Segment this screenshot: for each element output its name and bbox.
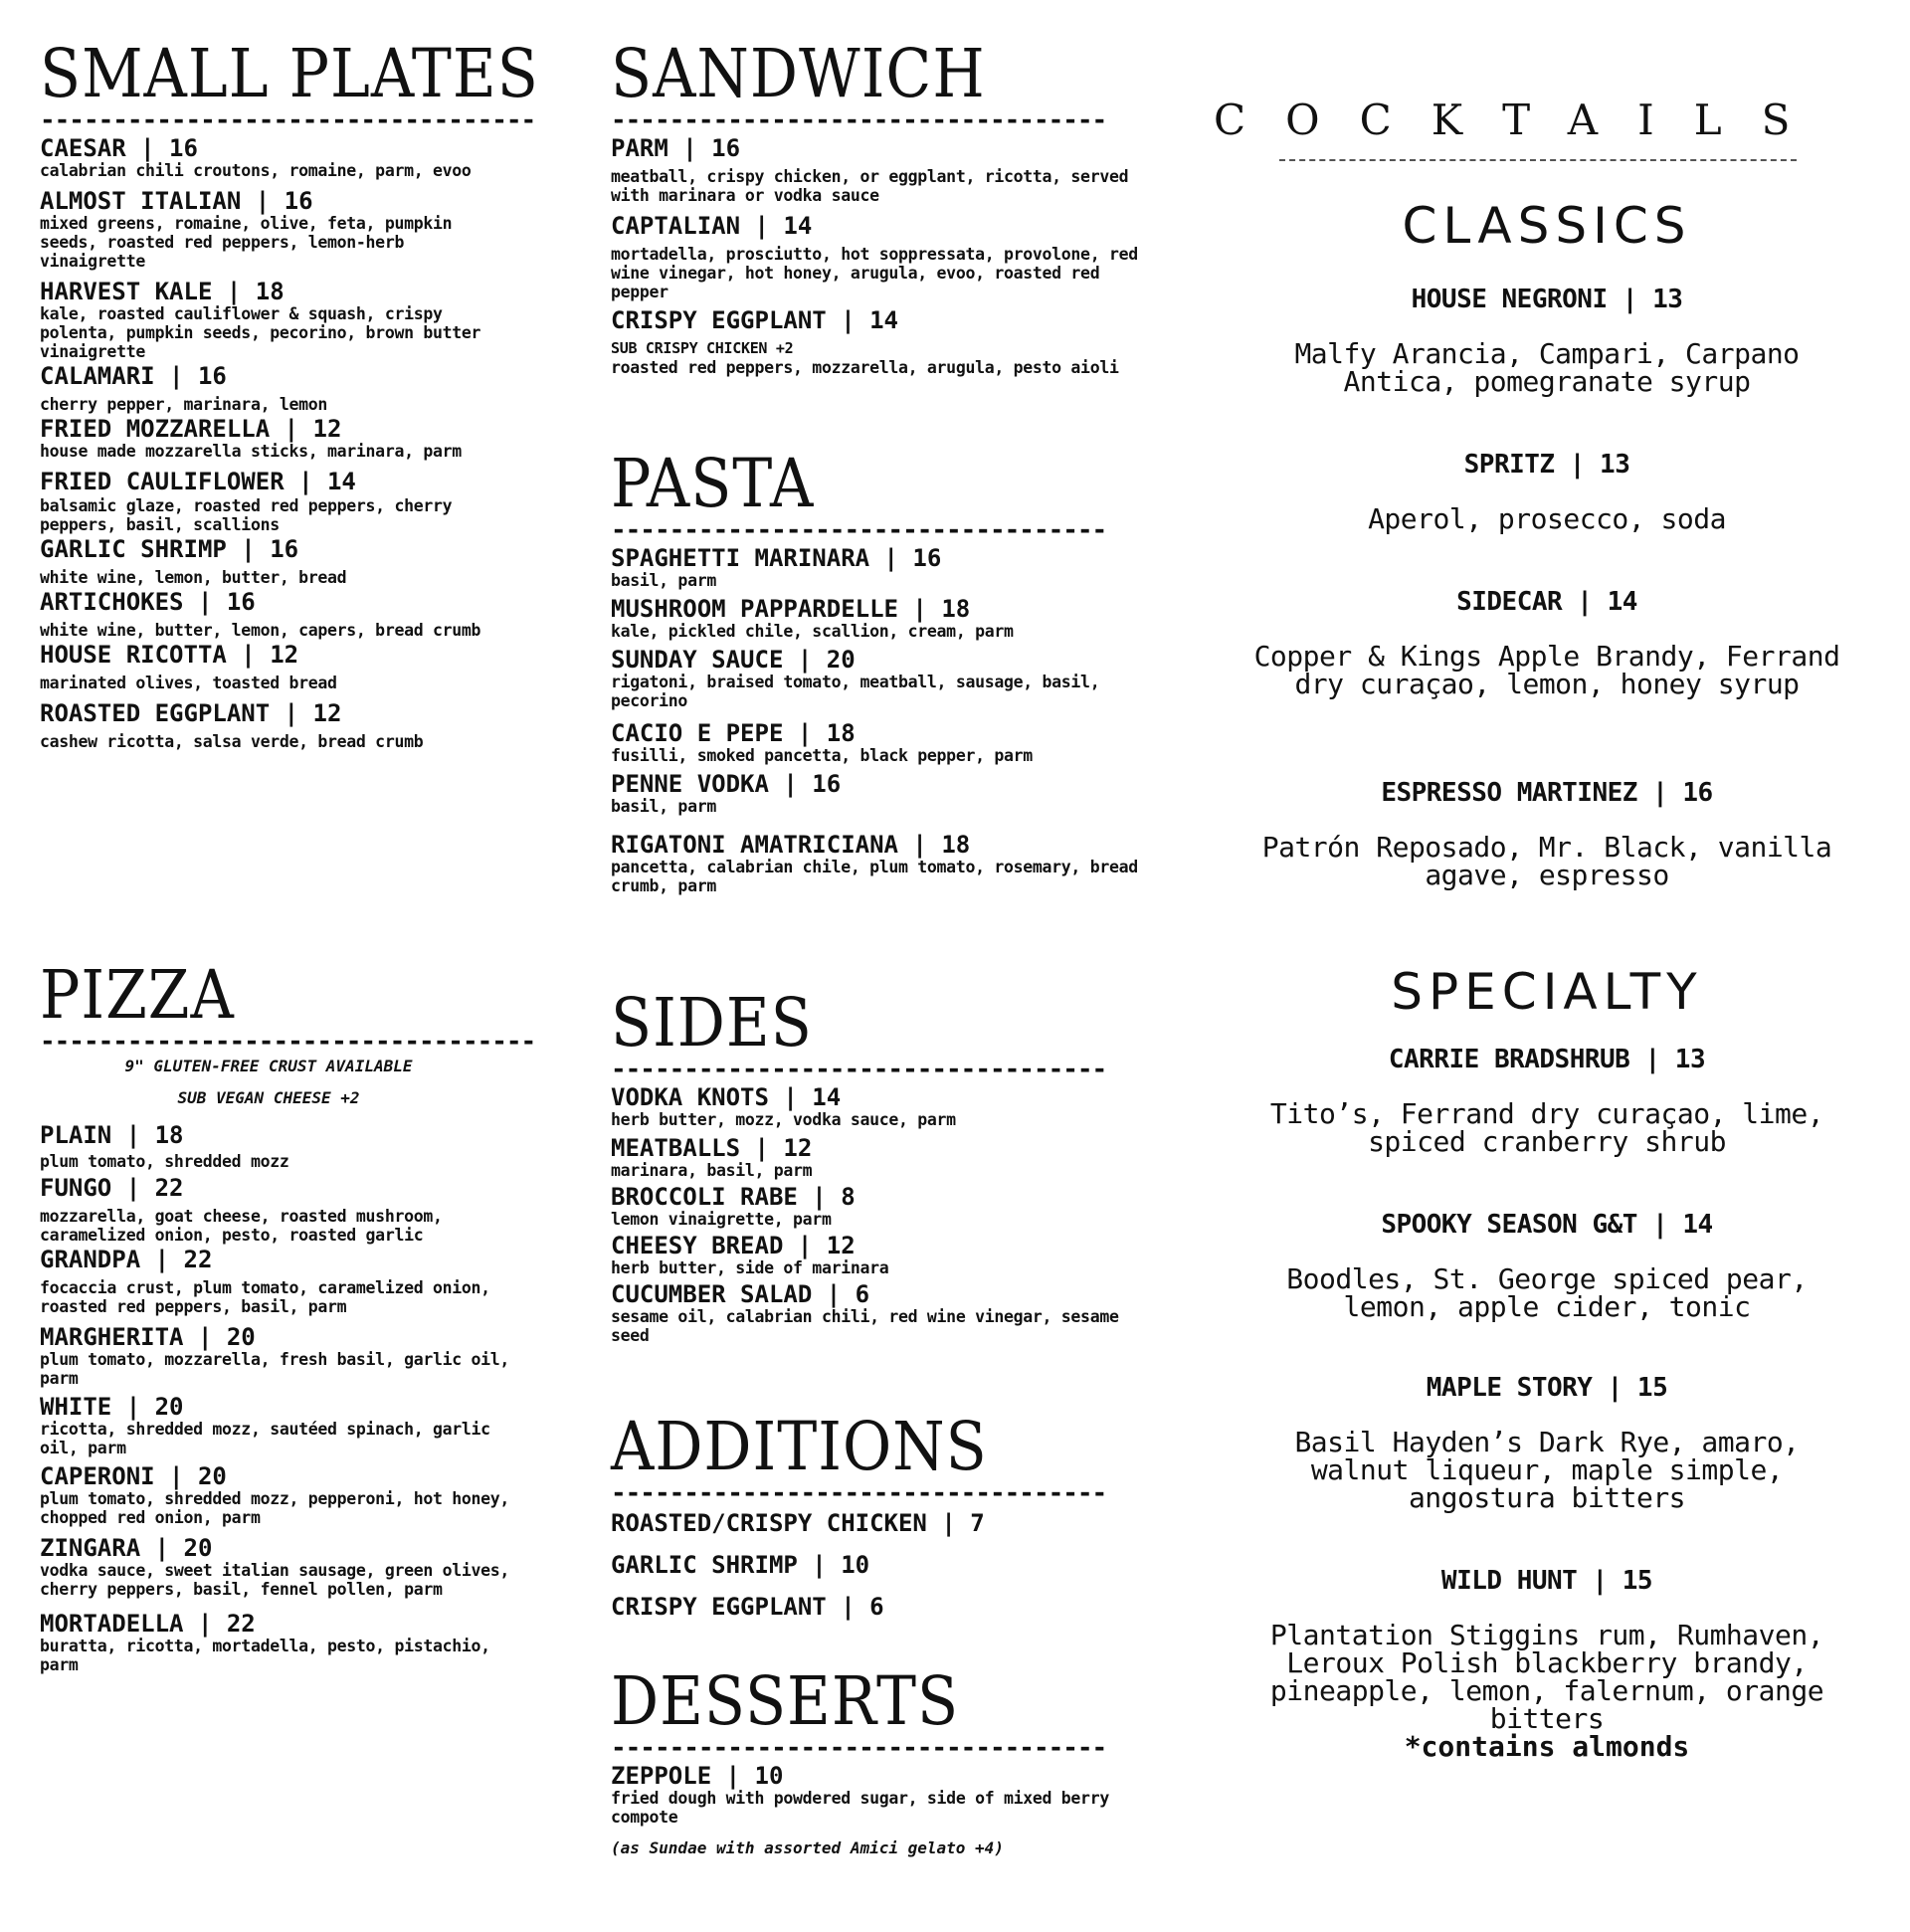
menu-item-name: MORTADELLA | 22 xyxy=(40,1610,256,1638)
menu-item-name: SPAGHETTI MARINARA | 16 xyxy=(611,544,942,572)
section-small-plates xyxy=(40,35,577,751)
menu-item xyxy=(40,188,517,271)
menu-item xyxy=(611,832,1148,895)
menu-item-description: marinated olives, toasted bread xyxy=(40,674,337,692)
menu-item-description: fried dough with powdered sugar, side of mixed berry compote xyxy=(611,1789,1109,1827)
menu-item-name: MEATBALLS | 12 xyxy=(611,1134,813,1162)
cocktail-name: MAPLE STORY | 15 xyxy=(1426,1373,1668,1403)
menu-item-name: ROASTED/CRISPY CHICKEN | 7 xyxy=(611,1509,985,1537)
gluten-free-note: 9" GLUTEN-FREE CRUST AVAILABLE xyxy=(124,1057,413,1075)
cocktails-title: COCKTAILS xyxy=(1214,96,1830,144)
menu-item-description: balsamic glaze, roasted red peppers, cherry peppers, basil, scallions xyxy=(40,496,453,534)
cocktail-item xyxy=(1214,285,1880,396)
menu-item-description: sesame oil, calabrian chili, red wine vinegar, sesame seed xyxy=(611,1307,1119,1345)
menu-item-description: meatball, crispy chicken, or eggplant, ricotta, served with marinara or vodka sauce xyxy=(611,167,1129,205)
menu-item-description: focaccia crust, plum tomato, caramelized onion, roasted red peppers, basil, parm xyxy=(40,1278,490,1316)
menu-item-name: HOUSE RICOTTA | 12 xyxy=(40,641,299,669)
menu-item xyxy=(40,1535,517,1599)
menu-item-name: FRIED MOZZARELLA | 12 xyxy=(40,415,342,443)
pasta-list xyxy=(611,545,1148,895)
menu-item xyxy=(611,1510,1158,1536)
menu-item xyxy=(611,1184,1148,1229)
menu-item-name: BROCCOLI RABE | 8 xyxy=(611,1183,856,1211)
menu-item xyxy=(40,1611,517,1674)
menu-item-description: basil, parm xyxy=(611,571,716,590)
menu-item xyxy=(611,1084,1148,1129)
menu-item xyxy=(611,545,1148,590)
menu-item-description: lemon vinaigrette, parm xyxy=(611,1210,832,1229)
small-plates-title: SMALL PLATES xyxy=(40,35,539,113)
menu-item-name: MUSHROOM PAPPARDELLE | 18 xyxy=(611,595,971,623)
menu-item-name: CAPERONI | 20 xyxy=(40,1462,227,1490)
menu-item-description: house made mozzarella sticks, marinara, parm xyxy=(40,442,462,461)
menu-item-description: mozzarella, goat cheese, roasted mushroom, caramelized onion, pesto, roasted garlic xyxy=(40,1207,443,1245)
menu-item xyxy=(611,771,1148,816)
menu-item-name: GRANDPA | 22 xyxy=(40,1246,213,1273)
menu-item xyxy=(40,1122,517,1171)
menu-item xyxy=(40,589,517,640)
menu-item-description: cherry pepper, marinara, lemon xyxy=(40,395,328,414)
menu-item-name: CRISPY EGGPLANT | 6 xyxy=(611,1593,884,1621)
sandwich-list xyxy=(611,135,1148,377)
menu-item-description: marinara, basil, parm xyxy=(611,1161,813,1180)
menu-item xyxy=(40,469,517,534)
menu-item-name: HARVEST KALE | 18 xyxy=(40,278,285,305)
cocktail-name: WILD HUNT | 15 xyxy=(1440,1566,1653,1596)
menu-item xyxy=(40,279,517,361)
menu-item xyxy=(611,1281,1148,1345)
cocktail-name: SPRITZ | 13 xyxy=(1463,450,1630,480)
menu-item xyxy=(611,213,1148,301)
menu-item-name: WHITE | 20 xyxy=(40,1393,184,1421)
menu-item-description: white wine, butter, lemon, capers, bread crumb xyxy=(40,621,481,640)
menu-item-name: ROASTED EGGPLANT | 12 xyxy=(40,699,342,727)
menu-item xyxy=(611,1763,1148,1827)
menu-item-name: CALAMARI | 16 xyxy=(40,362,227,390)
divider: ---------------------------------- xyxy=(611,1482,1107,1504)
menu-item xyxy=(611,1552,1158,1578)
cocktail-item xyxy=(1214,587,1880,698)
menu-item-description: herb butter, side of marinara xyxy=(611,1258,889,1277)
menu-item-description: calabrian chili croutons, romaine, parm, evoo xyxy=(40,161,472,180)
menu-item-description: basil, parm xyxy=(611,797,716,816)
additions-list xyxy=(611,1510,1158,1620)
menu-item-name: CAPTALIAN | 14 xyxy=(611,212,813,240)
menu-item-name: CRISPY EGGPLANT | 14 xyxy=(611,306,898,334)
menu-item xyxy=(611,1233,1148,1277)
section-additions xyxy=(611,1408,1158,1621)
menu-item xyxy=(40,135,517,180)
menu-item-description: mixed greens, romaine, olive, feta, pumpkin seeds, roasted red peppers, lemon-herb vinaigrette xyxy=(40,214,453,271)
menu-item-description: plum tomato, mozzarella, fresh basil, garlic oil, parm xyxy=(40,1350,510,1388)
divider: ---------------------------------- xyxy=(40,1031,536,1053)
menu-item xyxy=(40,1175,517,1245)
menu-item-name: PLAIN | 18 xyxy=(40,1121,184,1149)
menu-item-description: roasted red peppers, mozzarella, arugula, pesto aioli xyxy=(611,358,1119,377)
cocktail-item xyxy=(1214,1566,1880,1761)
menu-item-description: rigatoni, braised tomato, meatball, sausage, basil, pecorino xyxy=(611,673,1100,710)
menu-item xyxy=(40,1394,517,1457)
sides-list xyxy=(611,1084,1148,1345)
desserts-list xyxy=(611,1763,1148,1827)
menu-item xyxy=(611,307,1148,377)
menu-item-description: plum tomato, shredded mozz xyxy=(40,1152,289,1171)
cocktail-item xyxy=(1214,778,1880,889)
cocktail-ingredients: Plantation Stiggins rum, Rumhaven, Leroux Polish blackberry brandy, pineapple, lemon, falernum, orange bitters xyxy=(1269,1619,1824,1735)
cocktail-name: SPOOKY SEASON G&T | 14 xyxy=(1381,1210,1713,1240)
divider: ---------------------------------- xyxy=(611,109,1107,131)
divider: ---------------------------------- xyxy=(611,1059,1107,1080)
menu-item-description: fusilli, smoked pancetta, black pepper, parm xyxy=(611,746,1033,765)
menu-item xyxy=(40,700,517,751)
menu-item xyxy=(611,720,1148,765)
menu-item-name: SUNDAY SAUCE | 20 xyxy=(611,646,856,674)
additions-title: ADDITIONS xyxy=(611,1408,988,1486)
cocktail-ingredients: Patrón Reposado, Mr. Black, vanilla agave, espresso xyxy=(1261,831,1832,891)
menu-item-description: plum tomato, shredded mozz, pepperoni, hot honey, chopped red onion, parm xyxy=(40,1489,510,1527)
cocktail-ingredients: Malfy Arancia, Campari, Carpano Antica, pomegranate syrup xyxy=(1294,337,1800,398)
vegan-cheese-note: SUB VEGAN CHEESE +2 xyxy=(177,1088,360,1107)
menu-item xyxy=(40,1247,517,1316)
small-plates-list xyxy=(40,135,517,751)
cocktail-item xyxy=(1214,1045,1880,1156)
menu-item-name: CAESAR | 16 xyxy=(40,134,198,162)
menu-item xyxy=(611,1594,1158,1620)
menu-item-name: PENNE VODKA | 16 xyxy=(611,770,842,798)
menu-item xyxy=(611,135,1148,205)
menu-item-name: PARM | 16 xyxy=(611,134,741,162)
cocktail-name: CARRIE BRADSHRUB | 13 xyxy=(1388,1045,1706,1074)
pasta-title: PASTA xyxy=(611,445,815,523)
menu-item-name: ALMOST ITALIAN | 16 xyxy=(40,187,313,215)
menu-item-name: GARLIC SHRIMP | 16 xyxy=(40,535,299,563)
cocktail-ingredients: Tito’s, Ferrand dry curaçao, lime, spiced cranberry shrub xyxy=(1269,1097,1824,1158)
section-sides xyxy=(611,984,1158,1345)
menu-item xyxy=(611,1135,1148,1180)
menu-item xyxy=(40,642,517,692)
cocktail-ingredients: Copper & Kings Apple Brandy, Ferrand dry curaçao, lemon, honey syrup xyxy=(1253,640,1840,700)
menu-item-name: ZEPPOLE | 10 xyxy=(611,1762,784,1790)
menu-item xyxy=(40,1324,517,1388)
menu-item-name: FRIED CAULIFLOWER | 14 xyxy=(40,468,356,495)
cocktail-item xyxy=(1214,450,1880,533)
menu-item-description: white wine, lemon, butter, bread xyxy=(40,568,347,587)
menu-item-description: kale, roasted cauliflower & squash, crispy polenta, pumpkin seeds, pecorino, brown butter vinaigrette xyxy=(40,304,481,361)
menu-item-description: ricotta, shredded mozz, sautéed spinach, garlic oil, parm xyxy=(40,1420,490,1457)
pizza-title: PIZZA xyxy=(40,956,235,1035)
cocktail-name: HOUSE NEGRONI | 13 xyxy=(1411,285,1683,314)
cocktail-name: SIDECAR | 14 xyxy=(1456,587,1637,617)
cocktails-divider xyxy=(1279,159,1797,161)
cocktail-item xyxy=(1214,1373,1880,1512)
menu-item-name: VODKA KNOTS | 14 xyxy=(611,1083,842,1111)
menu-item-description: kale, pickled chile, scallion, cream, parm xyxy=(611,622,1014,641)
menu-item-name: CACIO E PEPE | 18 xyxy=(611,719,856,747)
cocktail-ingredients: Aperol, prosecco, soda xyxy=(1368,502,1726,535)
menu-item xyxy=(40,1463,517,1527)
cocktail-name: ESPRESSO MARTINEZ | 16 xyxy=(1381,778,1713,808)
menu-item xyxy=(40,416,517,461)
menu-item-description: cashew ricotta, salsa verde, bread crumb xyxy=(40,732,424,751)
menu-item xyxy=(40,363,517,414)
divider: ---------------------------------- xyxy=(611,1737,1107,1759)
divider: ---------------------------------- xyxy=(40,109,536,131)
menu-item-name: MARGHERITA | 20 xyxy=(40,1323,256,1351)
menu-item-description: herb butter, mozz, vodka sauce, parm xyxy=(611,1110,956,1129)
sides-title: SIDES xyxy=(611,984,813,1063)
sandwich-title: SANDWICH xyxy=(611,35,986,113)
section-sandwich xyxy=(611,35,1158,377)
classics-title: CLASSICS xyxy=(1402,197,1692,255)
menu-item-substitution: SUB CRISPY CHICKEN +2 xyxy=(611,339,794,357)
desserts-title: DESSERTS xyxy=(611,1662,960,1741)
cocktail-ingredients: Boodles, St. George spiced pear, lemon, apple cider, tonic xyxy=(1286,1262,1808,1323)
menu-item-name: RIGATONI AMATRICIANA | 18 xyxy=(611,831,971,859)
sundae-note: (as Sundae with assorted Amici gelato +4) xyxy=(611,1838,1004,1857)
pizza-list xyxy=(40,1122,517,1674)
menu-item-name: FUNGO | 22 xyxy=(40,1174,184,1202)
cocktail-item xyxy=(1214,1210,1880,1321)
menu-item-name: ARTICHOKES | 16 xyxy=(40,588,256,616)
section-pasta xyxy=(611,445,1158,895)
menu-item-description: vodka sauce, sweet italian sausage, green olives, cherry peppers, basil, fennel pollen, parm xyxy=(40,1561,510,1599)
menu-item-description: buratta, ricotta, mortadella, pesto, pistachio, parm xyxy=(40,1637,490,1674)
menu-item xyxy=(611,647,1148,710)
allergen-note: *contains almonds xyxy=(1404,1730,1690,1763)
menu-item xyxy=(40,536,517,587)
menu-item xyxy=(611,596,1148,641)
menu-item-name: CHEESY BREAD | 12 xyxy=(611,1232,856,1259)
menu-item-description: mortadella, prosciutto, hot soppressata, provolone, red wine vinegar, hot honey, arugula, evoo, roasted red pepper xyxy=(611,245,1138,301)
menu-item-name: ZINGARA | 20 xyxy=(40,1534,213,1562)
section-desserts xyxy=(611,1662,1158,1858)
menu-item-description: pancetta, calabrian chile, plum tomato, rosemary, bread crumb, parm xyxy=(611,858,1138,895)
menu-item-name: CUCUMBER SALAD | 6 xyxy=(611,1280,870,1308)
menu-item-name: GARLIC SHRIMP | 10 xyxy=(611,1551,870,1579)
divider: ---------------------------------- xyxy=(611,519,1107,541)
specialty-title: SPECIALTY xyxy=(1391,963,1703,1021)
cocktail-ingredients: Basil Hayden’s Dark Rye, amaro, walnut liqueur, maple simple, angostura bitters xyxy=(1294,1426,1800,1514)
section-pizza xyxy=(40,956,577,1674)
